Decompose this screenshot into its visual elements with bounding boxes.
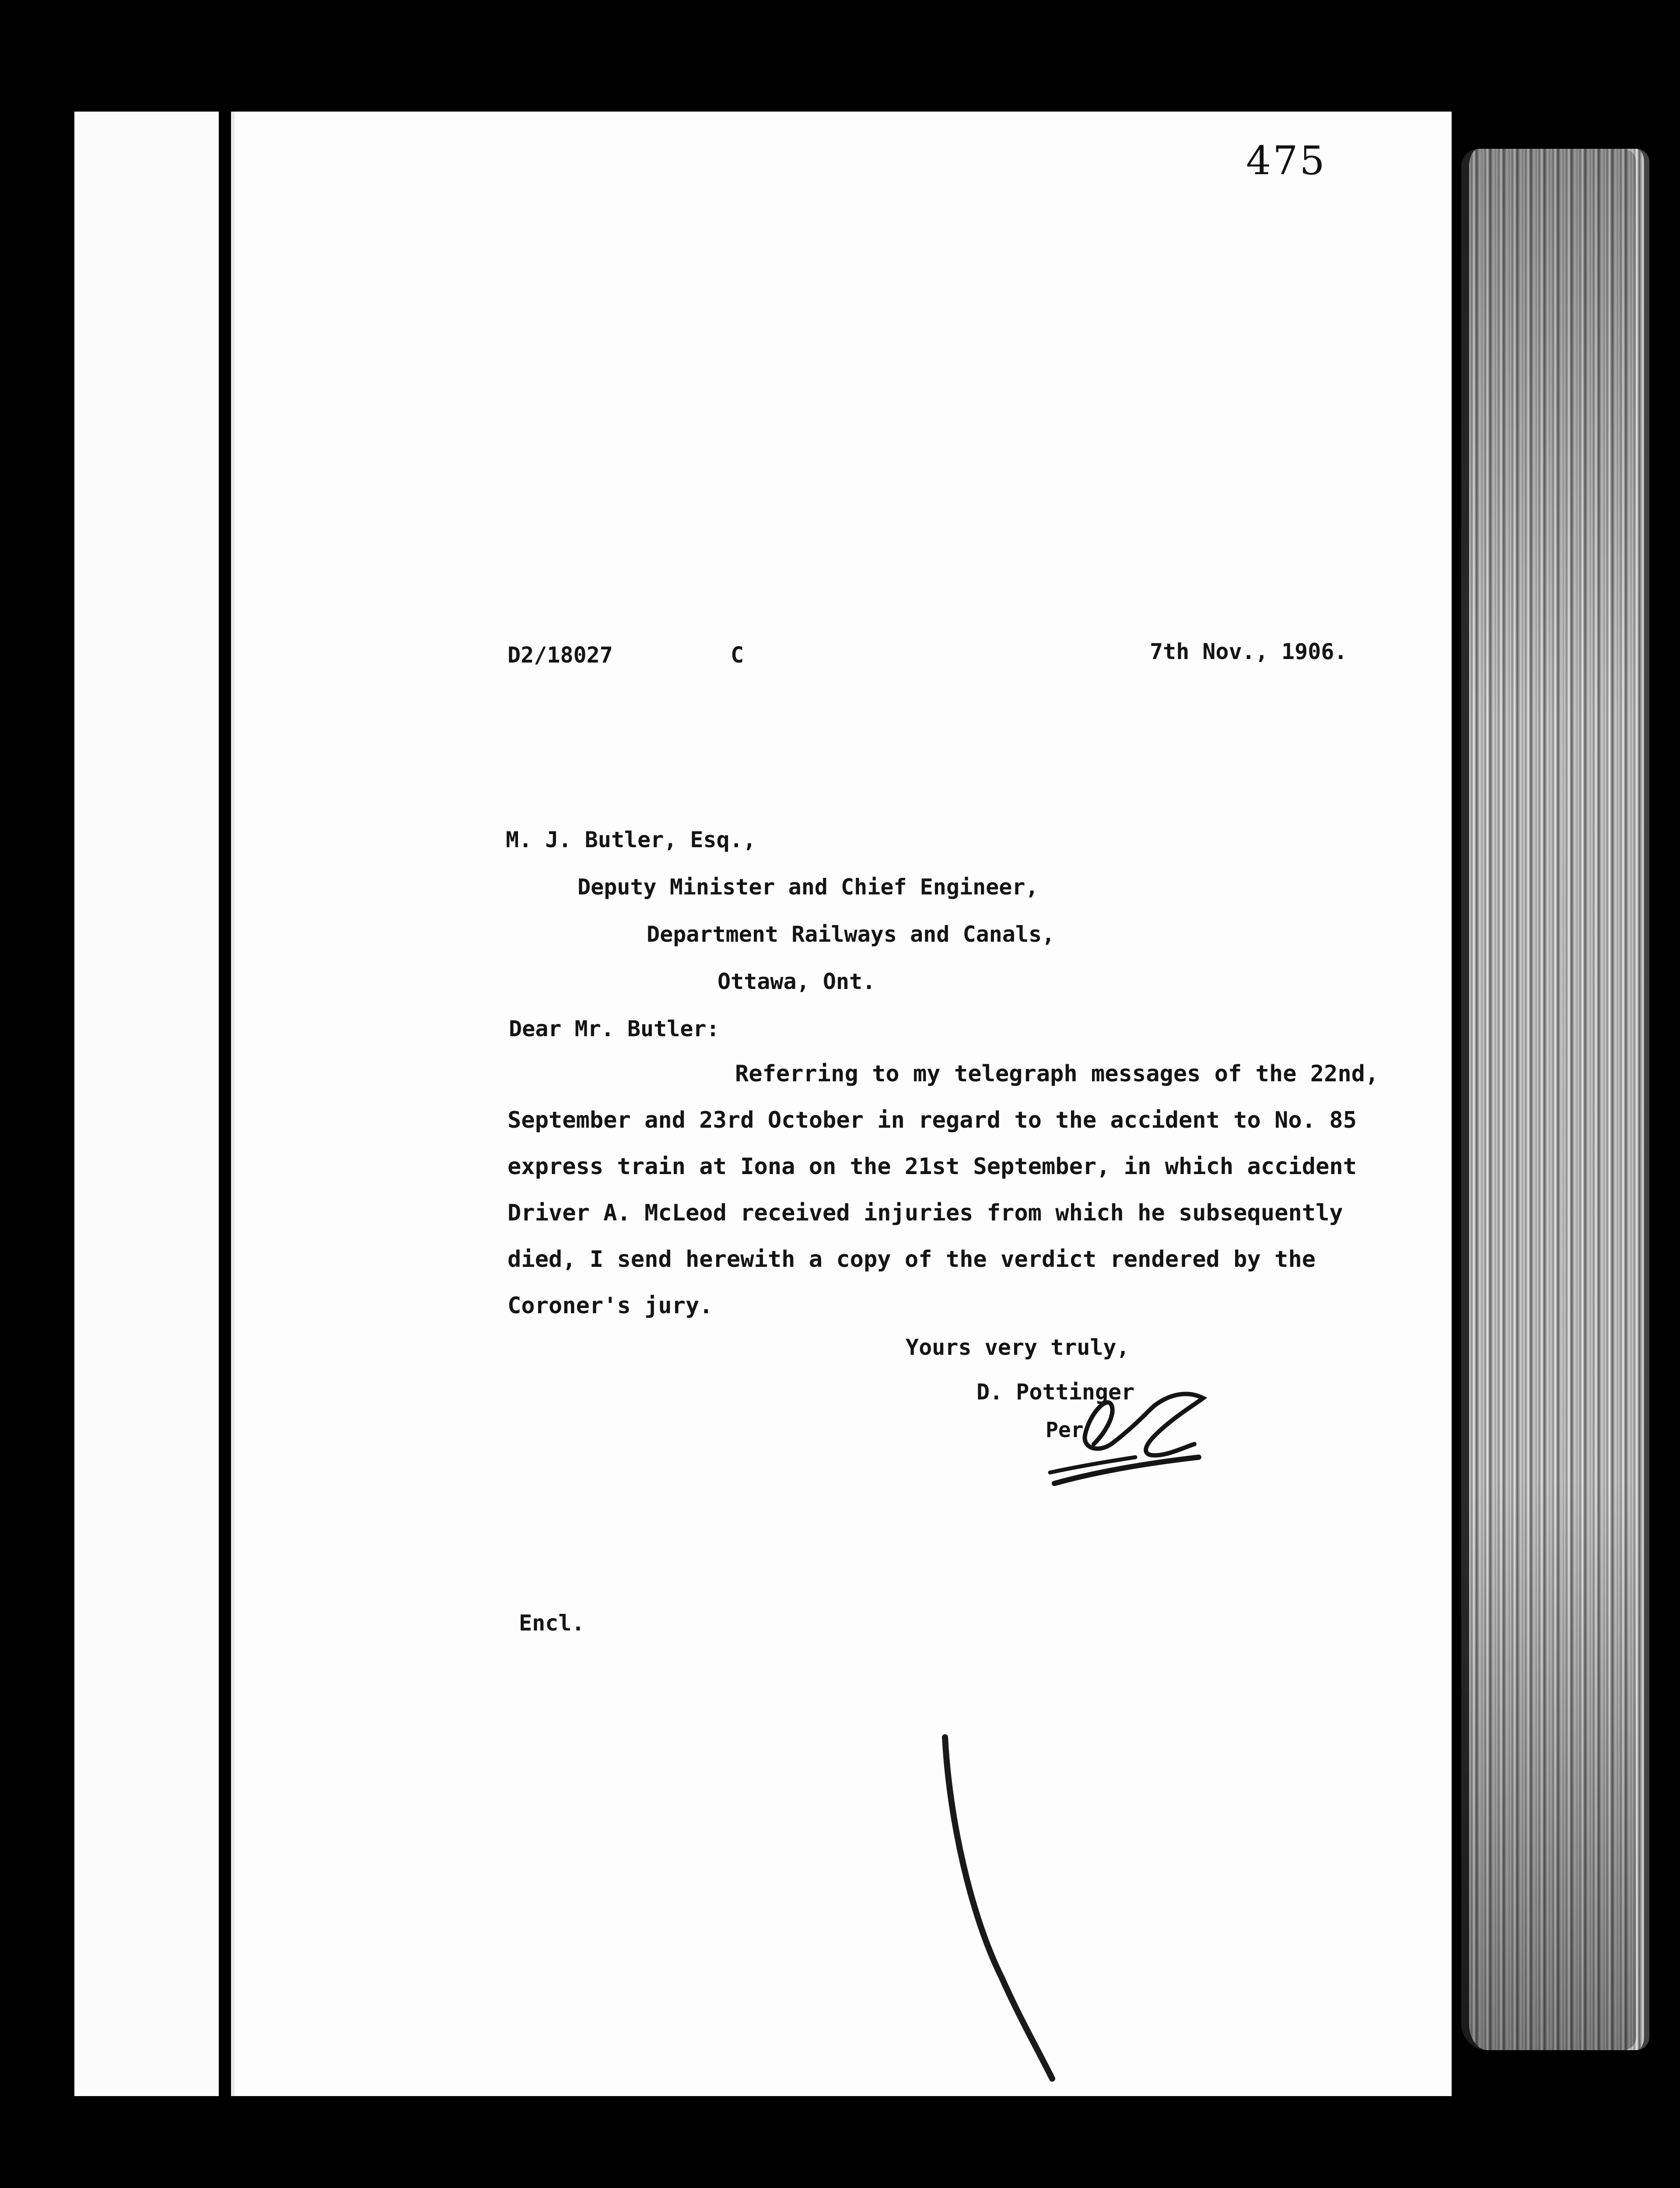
addressee-department: Department Railways and Canals,: [647, 922, 1055, 947]
letter-page: [234, 112, 1452, 2096]
book-edge-shadow: [1461, 149, 1636, 2050]
left-page-strip: [74, 112, 219, 2096]
addressee-city: Ottawa, Ont.: [718, 969, 876, 994]
body-line: express train at Iona on the 21st September, in which accident: [508, 1154, 1357, 1180]
addressee-title: Deputy Minister and Chief Engineer,: [578, 874, 1039, 900]
closing: Yours very truly,: [906, 1335, 1130, 1360]
body-line: Driver A. McLeod received injuries from which he subsequently: [508, 1200, 1343, 1226]
signer-name: D. Pottinger: [976, 1379, 1135, 1405]
salutation: Dear Mr. Butler:: [509, 1016, 720, 1041]
enclosure-note: Encl.: [519, 1610, 585, 1636]
pen-stroke-mark-icon: [936, 1733, 1068, 2083]
file-reference: D2/18027: [508, 642, 613, 668]
page-number: 475: [1246, 138, 1326, 184]
body-line: Referring to my telegraph messages of the 22nd,: [735, 1061, 1379, 1087]
handwritten-signature-icon: [1041, 1378, 1225, 1497]
body-line: September and 23rd October in regard to the accident to No. 85: [508, 1107, 1357, 1133]
letter-date: 7th Nov., 1906.: [1150, 639, 1348, 664]
body-line: died, I send herewith a copy of the verdict rendered by the: [508, 1246, 1316, 1273]
addressee-name: M. J. Butler, Esq.,: [506, 827, 756, 852]
body-line: Coroner's jury.: [508, 1293, 713, 1319]
file-mark: C: [731, 642, 744, 668]
per-mark: Per: [1046, 1418, 1084, 1442]
